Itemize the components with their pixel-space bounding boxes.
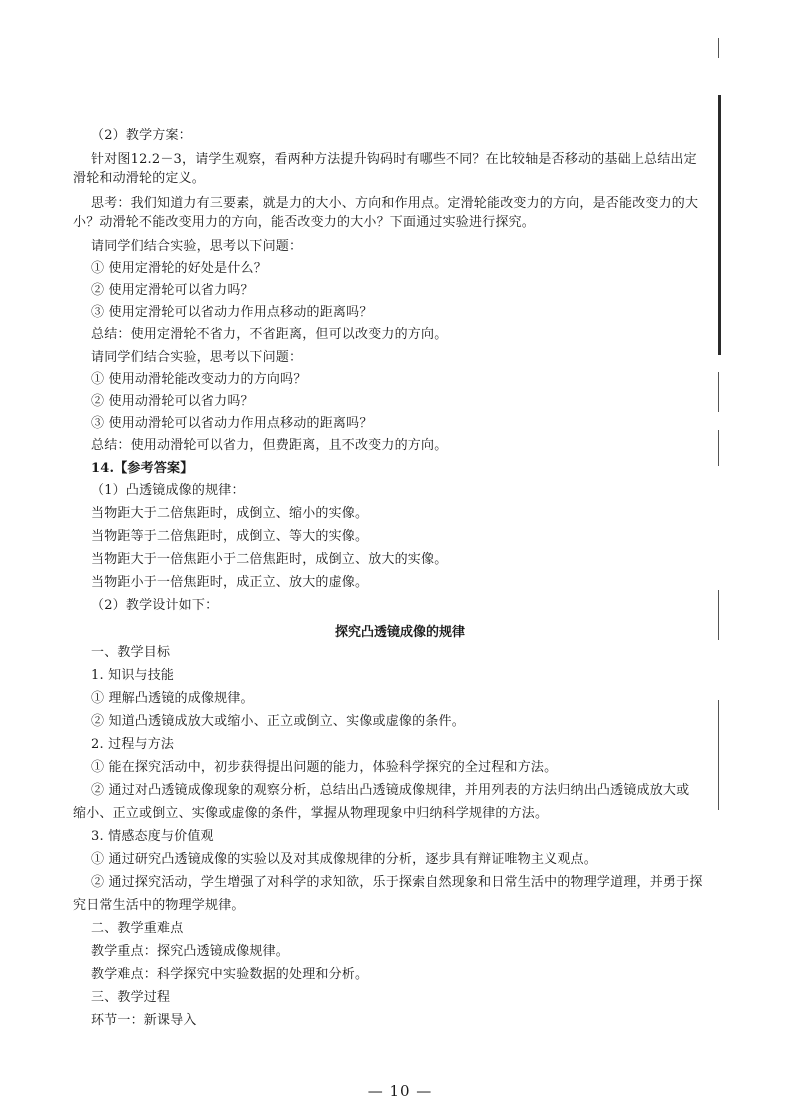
list-item-continued: 缩小、正立或倒立、实像或虚像的条件，掌握从物理现象中归纳科学规律的方法。 [73, 806, 549, 821]
answer-heading: 14.【参考答案】 [91, 461, 194, 476]
subsection-heading: 3. 情感态度与价值观 [91, 829, 214, 844]
subsection-heading: 1. 知识与技能 [91, 668, 175, 683]
list-item: ② 使用动滑轮可以省力吗？ [91, 394, 254, 409]
rule-line: 当物距大于一倍焦距小于二倍焦距时，成倒立、放大的实像。 [91, 552, 448, 567]
subsection-heading: （1）凸透镜成像的规律： [91, 483, 245, 498]
list-item: ① 使用动滑轮能改变动力的方向吗？ [91, 372, 307, 387]
paragraph-line: 滑轮和动滑轮的定义。 [73, 171, 206, 186]
list-item: ② 使用定滑轮可以省力吗？ [91, 283, 254, 298]
list-item: ① 理解凸透镜的成像规律。 [91, 691, 254, 706]
list-item: ② 知道凸透镜成放大或缩小、正立或倒立、实像或虚像的条件。 [91, 714, 465, 729]
paragraph-line: 思考：我们知道力有三要素，就是力的大小、方向和作用点。定滑轮能改变力的方向，是否能改变力的大 [91, 196, 699, 211]
subsection-heading: 环节一：新课导入 [91, 1013, 197, 1028]
rule-line: 当物距大于二倍焦距时，成倒立、缩小的实像。 [91, 506, 369, 521]
section-heading: 二、教学重难点 [91, 921, 184, 936]
paragraph-line: 小？动滑轮不能改变用力的方向，能否改变力的大小？下面通过实验进行探究。 [73, 215, 536, 230]
list-item: ③ 使用定滑轮可以省动力作用点移动的距离吗？ [91, 305, 373, 320]
list-item-continued: 究日常生活中的物理学规律。 [73, 898, 245, 913]
list-item: ① 使用定滑轮的好处是什么？ [91, 261, 267, 276]
list-item: ① 能在探究活动中，初步获得提出问题的能力，体验科学探究的全过程和方法。 [91, 760, 558, 775]
section-heading: 三、教学过程 [91, 990, 171, 1005]
paragraph-line: 教学难点：科学探究中实验数据的处理和分析。 [91, 967, 369, 982]
section-heading: 一、教学目标 [91, 645, 171, 660]
design-title: 探究凸透镜成像的规律 [334, 625, 465, 640]
paragraph-line: 教学重点：探究凸透镜成像规律。 [91, 944, 290, 959]
page-number: — 10 — [367, 1082, 433, 1100]
list-item: ② 通过对凸透镜成像现象的观察分析，总结出凸透镜成像规律，并用列表的方法归纳出凸透镜成放大或 [91, 783, 690, 798]
list-item: ② 通过探究活动，学生增强了对科学的求知欲，乐于探索自然现象和日常生活中的物理学道理，并勇于探 [91, 875, 703, 890]
list-item: ③ 使用动滑轮可以省动力作用点移动的距离吗？ [91, 416, 373, 431]
list-item: ① 通过研究凸透镜成像的实验以及对其成像规律的分析，逐步具有辩证唯物主义观点。 [91, 852, 597, 867]
summary-line: 总结：使用定滑轮不省力，不省距离，但可以改变力的方向。 [91, 327, 448, 342]
paragraph-line: 请同学们结合实验，思考以下问题： [91, 350, 303, 365]
paragraph-line: 请同学们结合实验，思考以下问题： [91, 239, 303, 254]
rule-line: 当物距小于一倍焦距时，成正立、放大的虚像。 [91, 575, 369, 590]
subsection-heading: （2）教学设计如下： [91, 598, 219, 613]
rule-line: 当物距等于二倍焦距时，成倒立、等大的实像。 [91, 529, 369, 544]
summary-line: 总结：使用动滑轮可以省力，但费距离，且不改变力的方向。 [91, 438, 448, 453]
section-heading: （2）教学方案： [91, 128, 192, 143]
subsection-heading: 2. 过程与方法 [91, 737, 175, 752]
paragraph-line: 针对图12.2－3，请学生观察，看两种方法提升钩码时有哪些不同？在比较轴是否移动的基础上总结出定 [91, 152, 697, 167]
